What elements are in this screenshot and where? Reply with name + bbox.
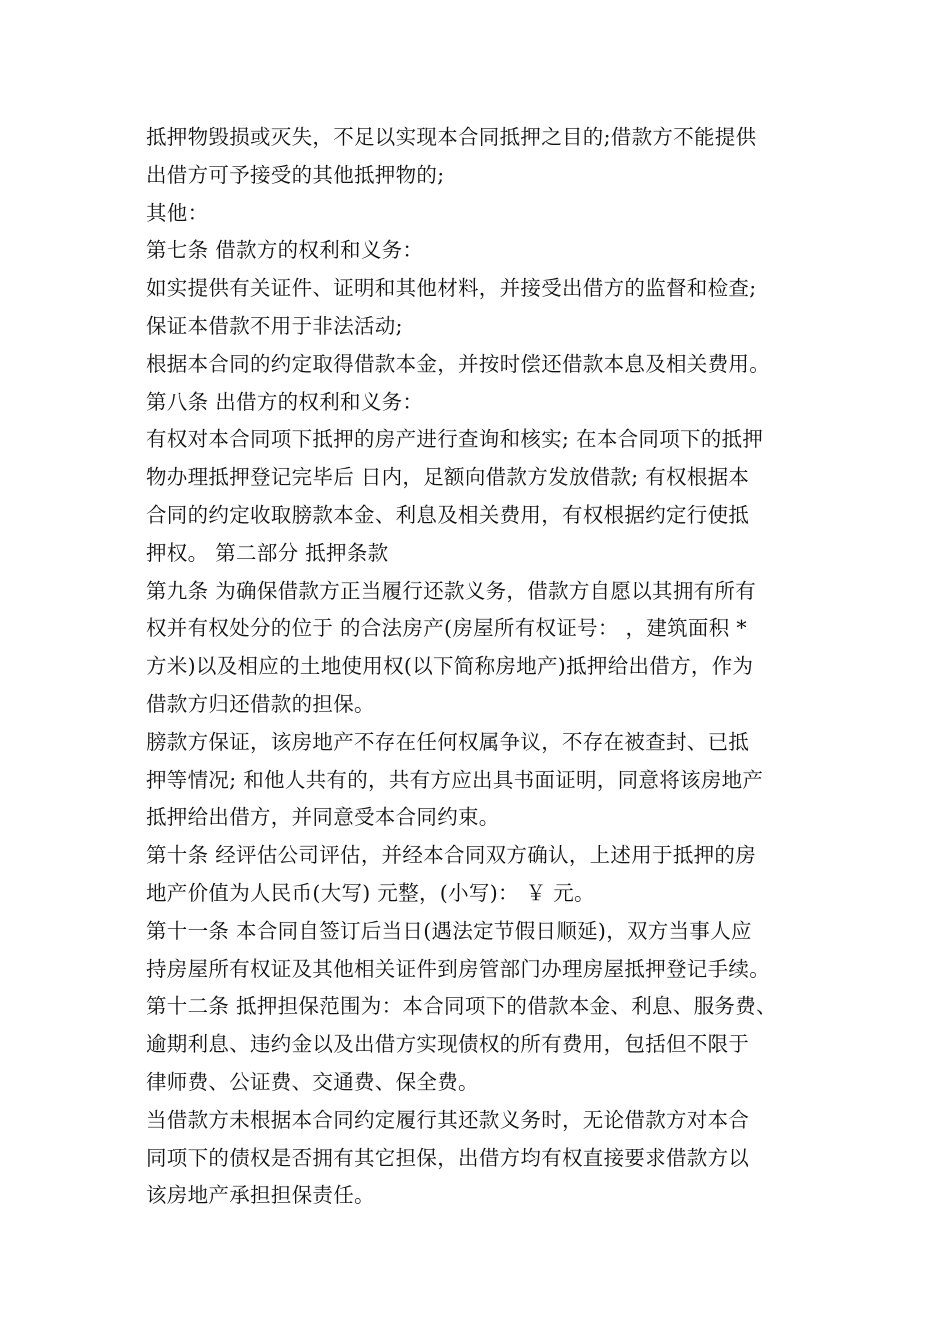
text-line: 合同的约定收取膀款本金、利息及相关费用，有权根据约定行使抵 — [146, 502, 750, 527]
text-line: 出借方可予接受的其他抵押物的; — [146, 162, 445, 187]
text-line: 根据本合同的约定取得借款本金，并按时偿还借款本息及相关费用。 — [146, 351, 770, 376]
text-line: 物办理抵押登记完毕后 日内，足额向借款方发放借款; 有权根据本 — [146, 465, 750, 490]
document-body — [146, 119, 816, 1215]
text-line: 第十条 经评估公司评估，并经本合同双方确认，上述用于抵押的房 — [146, 843, 757, 868]
text-line: 如实提供有关证件、证明和其他材料，并接受出借方的监督和检查; — [146, 276, 757, 301]
text-line: 借款方归还借款的担保。 — [146, 691, 375, 716]
text-line: 押等情况; 和他人共有的，共有方应出具书面证明，同意将该房地产 — [146, 767, 764, 792]
text-line: 同项下的债权是否拥有其它担保，出借方均有权直接要求借款方以 — [146, 1145, 750, 1170]
article-heading: 第八条 出借方的权利和义务： — [146, 389, 424, 414]
text-line: 持房屋所有权证及其他相关证件到房管部门办理房屋抵押登记手续。 — [146, 956, 770, 981]
text-line: 抵押给出借方，并同意受本合同约束。 — [146, 805, 500, 830]
text-line: 第十一条 本合同自签订后当日(遇法定节假日顺延)，双方当事人应 — [146, 918, 752, 943]
text-line: 权并有权处分的位于 的合法房产(房屋所有权证号： ，建筑面积 * — [146, 616, 747, 641]
text-line: 当借款方未根据本合同约定履行其还款义务时，无论借款方对本合 — [146, 1107, 750, 1132]
text-line: 该房地产承担担保责任。 — [146, 1183, 375, 1208]
text-line: 膀款方保证，该房地产不存在任何权属争议，不存在被查封、已抵 — [146, 729, 750, 754]
text-line: 押权。 第二部分 抵押条款 — [146, 540, 389, 565]
text-line: 保证本借款不用于非法活动; — [146, 313, 403, 338]
text-line: 律师费、公证费、交通费、保全费。 — [146, 1069, 479, 1094]
text-line: 方米)以及相应的土地使用权(以下简称房地产)抵押给出借方，作为 — [146, 654, 754, 679]
text-line: 地产价值为人民币(大写) 元整，(小写)： ￥ 元。 — [146, 880, 595, 905]
article-heading: 第七条 借款方的权利和义务： — [146, 238, 424, 263]
text-line: 第十二条 抵押担保范围为：本合同项下的借款本金、利息、服务费、 — [146, 994, 777, 1019]
text-line: 逾期利息、违约金以及出借方实现债权的所有费用，包括但不限于 — [146, 1032, 750, 1057]
text-line: 其他： — [146, 200, 209, 225]
text-line: 第九条 为确保借款方正当履行还款义务，借款方自愿以其拥有所有 — [146, 578, 757, 603]
text-line: 抵押物毁损或灭失，不足以实现本合同抵押之目的;借款方不能提供 — [146, 125, 757, 149]
text-line: 有权对本合同项下抵押的房产进行查询和核实; 在本合同项下的抵押 — [146, 427, 764, 452]
